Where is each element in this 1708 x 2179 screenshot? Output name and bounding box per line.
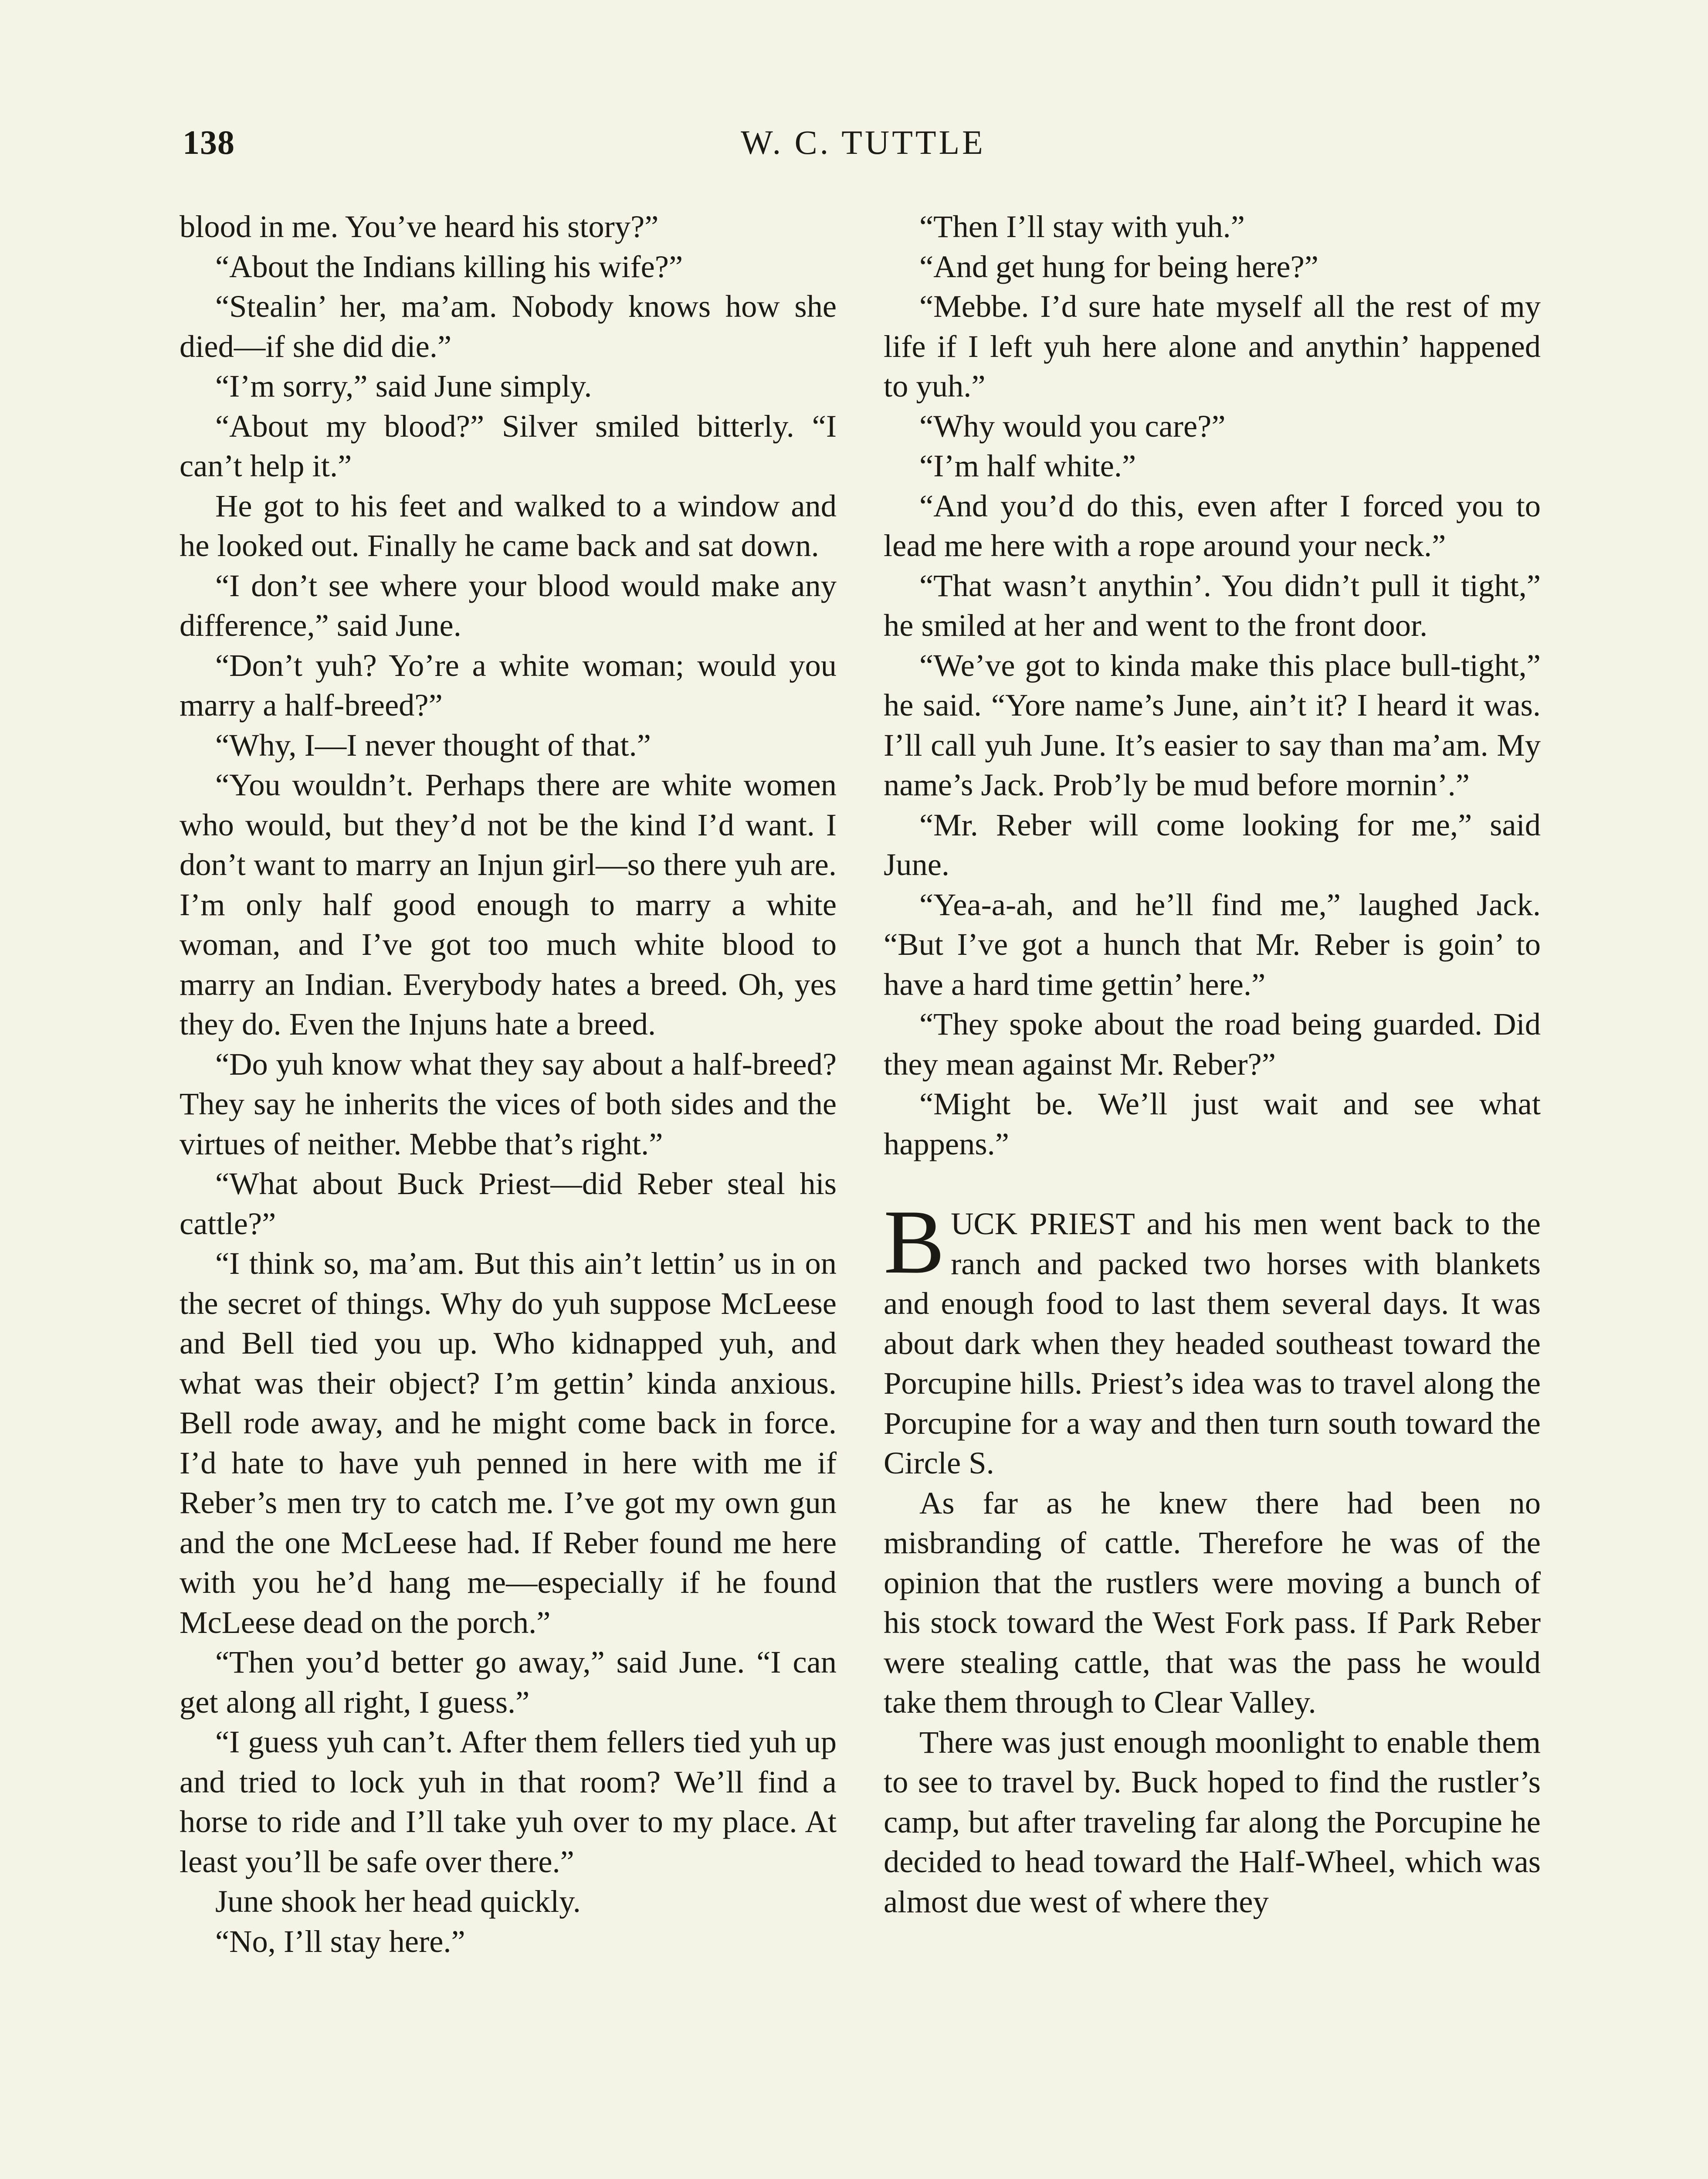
paragraph: “Do yuh know what they say about a half-breed? They say he inherits the vices of both sides and the virtues of neither. Mebbe that’s right.” bbox=[180, 1046, 837, 1161]
paragraph: “No, I’ll stay here.” bbox=[215, 1923, 465, 1959]
right-column bbox=[884, 207, 1541, 1921]
paragraph: “Stealin’ her, ma’am. Nobody knows how she died—if she did die.” bbox=[180, 288, 837, 364]
paragraph: “Why, I—I never thought of that.” bbox=[215, 727, 651, 763]
paragraph: “About my blood?” Silver smiled bitterly. “I can’t help it.” bbox=[180, 408, 837, 483]
paragraph: “I’m sorry,” said June simply. bbox=[215, 368, 592, 404]
section-opening-text: UCK PRIEST and his men went back to the ranch and packed two horses with blankets and enough food to last them several days. It was about dark when they headed southeast toward the Porcupine hills. Priest’s idea was to travel along the Porcupine for a way and then turn south toward the Circle S. bbox=[884, 1206, 1541, 1480]
right-column-dialogue bbox=[884, 207, 1541, 1164]
paragraph: “About the Indians killing his wife?” bbox=[215, 248, 683, 284]
paragraph: “And you’d do this, even after I forced you to lead me here with a rope around your neck.” bbox=[884, 488, 1541, 563]
paragraph: “Yea-a-ah, and he’ll find me,” laughed Jack. “But I’ve got a hunch that Mr. Reber is goin’ to have a hard time gettin’ here.” bbox=[884, 886, 1541, 1002]
paragraph: blood in me. You’ve heard his story?” bbox=[180, 209, 659, 244]
section-opening-paragraph bbox=[884, 1191, 1541, 1483]
drop-cap: B bbox=[884, 1191, 945, 1293]
paragraph: “Then you’d better go away,” said June. “I can get along all right, I guess.” bbox=[180, 1644, 837, 1720]
paragraph: “And get hung for being here?” bbox=[919, 248, 1318, 284]
paragraph: As far as he knew there had been no misbranding of cattle. Therefore he was of the opinion that the rustlers were moving a bunch of his stock toward the West Fork pass. If Park Reber were stealing cattle, that was the pass he would take them through to Clear Valley. bbox=[884, 1485, 1541, 1720]
paragraph: “Why would you care?” bbox=[919, 408, 1226, 444]
paragraph: “Don’t yuh? Yo’re a white woman; would you marry a half-breed?” bbox=[180, 647, 837, 723]
paragraph: “I don’t see where your blood would make any difference,” said June. bbox=[180, 567, 837, 643]
paragraph: “Might be. We’ll just wait and see what happens.” bbox=[884, 1086, 1541, 1161]
paragraph: “Then I’ll stay with yuh.” bbox=[919, 209, 1245, 244]
paragraph: “Mr. Reber will come looking for me,” said June. bbox=[884, 807, 1541, 882]
paragraph: There was just enough moonlight to enable them to see to travel by. Buck hoped to find the rustler’s camp, but after traveling far along the Porcupine he decided to head toward the Half-Wheel, which was almost due west of where they bbox=[884, 1724, 1541, 1919]
paragraph: He got to his feet and walked to a window and he looked out. Finally he came back and sat down. bbox=[180, 488, 837, 563]
page-header bbox=[183, 123, 1544, 171]
paragraph: “You wouldn’t. Perhaps there are white women who would, but they’d not be the kind I’d want. I don’t want to marry an Injun girl—so there yuh are. I’m only half good enough to marry a white woman, and I’ve got too much white blood to marry an Indian. Everybody hates a breed. Oh, yes they do. Even the Injuns hate a breed. bbox=[180, 767, 837, 1042]
paragraph: “That wasn’t anythin’. You didn’t pull it tight,” he smiled at her and went to the front door. bbox=[884, 567, 1541, 643]
paragraph: “They spoke about the road being guarded. Did they mean against Mr. Reber?” bbox=[884, 1006, 1541, 1082]
page-number: 138 bbox=[183, 123, 235, 161]
paragraph: “Mebbe. I’d sure hate myself all the rest of my life if I left yuh here alone and anythin’ happened to yuh.” bbox=[884, 288, 1541, 404]
running-head: W. C. TUTTLE bbox=[741, 123, 986, 161]
left-column bbox=[180, 207, 837, 1961]
paragraph: June shook her head quickly. bbox=[215, 1884, 581, 1919]
paragraph: “I guess yuh can’t. After them fellers tied yuh up and tried to lock yuh in that room? We’ll find a horse to ride and I’ll take yuh over to my place. At least you’ll be safe over there.” bbox=[180, 1724, 837, 1879]
paragraph: “What about Buck Priest—did Reber steal his cattle?” bbox=[180, 1166, 837, 1241]
paragraph: “I think so, ma’am. But this ain’t lettin’ us in on the secret of things. Why do yuh suppose McLeese and Bell tied you up. Who kidnapped yuh, and what was their object? I’m gettin’ kinda anxious. Bell rode away, and he might come back in force. I’d hate to have yuh penned in here with me if Reber’s men try to catch me. I’ve got my own gun and the one McLeese had. If Reber found me here with you he’d hang me—especially if he found McLeese dead on the porch.” bbox=[180, 1246, 837, 1640]
paragraph: “I’m half white.” bbox=[919, 448, 1136, 483]
paragraph: “We’ve got to kinda make this place bull-tight,” he said. “Yore name’s June, ain’t it? I heard it was. I’ll call yuh June. It’s easier to say than ma’am. My name’s Jack. Prob’ly be mud before mornin’.” bbox=[884, 647, 1541, 802]
section-break bbox=[884, 1164, 1541, 1204]
